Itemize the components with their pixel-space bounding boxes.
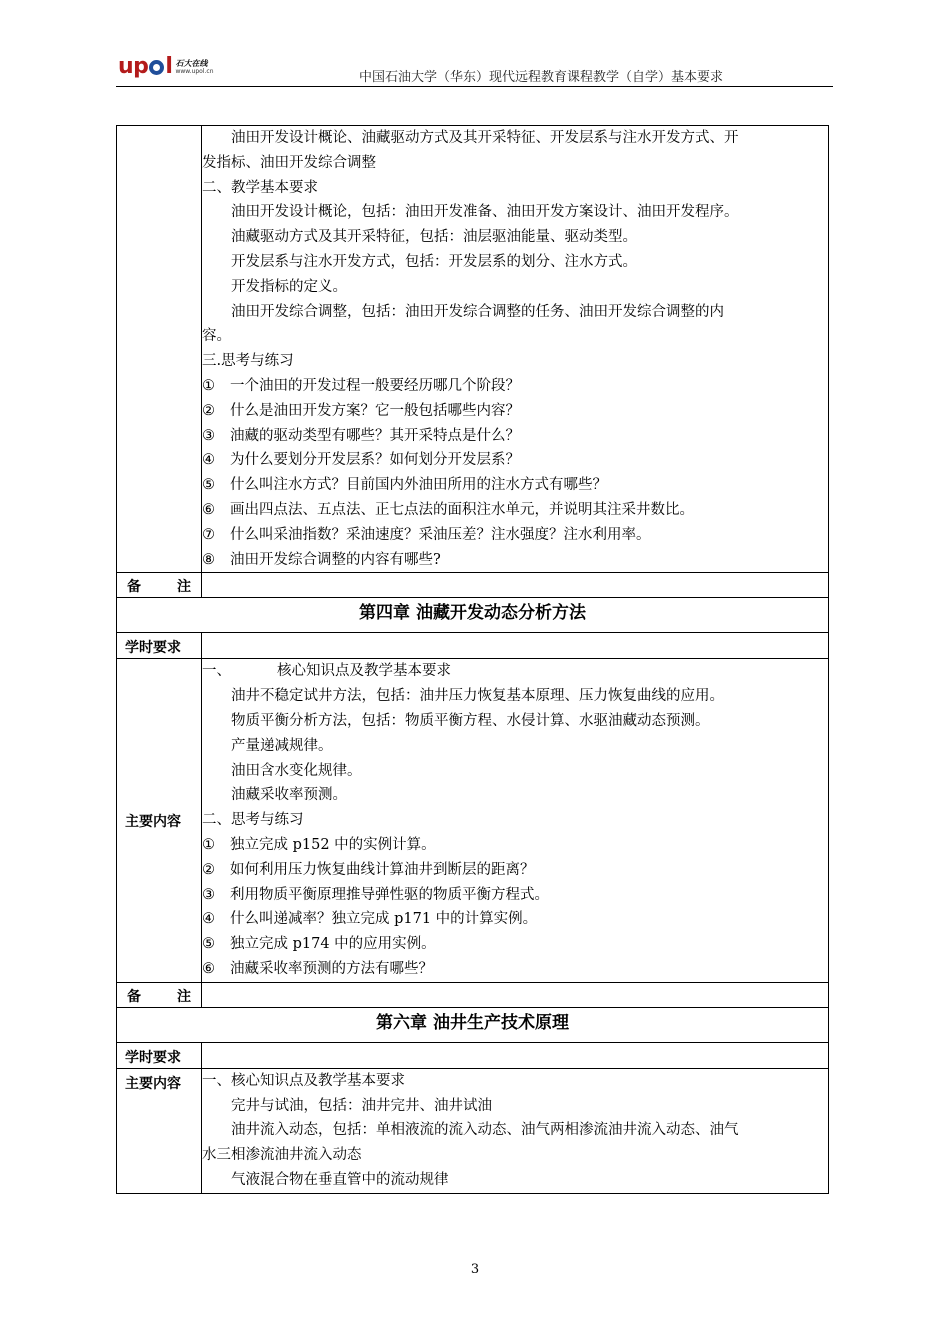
question-item xyxy=(202,548,828,573)
remarks-char-2: 注 xyxy=(177,579,191,596)
question-item xyxy=(202,833,828,858)
question-number: ⑤ xyxy=(202,936,215,953)
list-item: 油田含水变化规律。 xyxy=(231,762,362,779)
content-label: 主要内容 xyxy=(117,659,202,982)
question-item xyxy=(202,932,828,957)
question-number: ⑥ xyxy=(202,501,215,518)
question-text: 一个油田的开发过程一般要经历哪几个阶段？ xyxy=(230,377,520,394)
hours-cell xyxy=(202,1042,829,1068)
question-number: ① xyxy=(202,836,215,853)
table-row-hours xyxy=(117,1042,829,1068)
page-header xyxy=(116,52,833,87)
question-item xyxy=(202,907,828,932)
question-number: ⑧ xyxy=(202,551,215,568)
list-item: 开发指标的定义。 xyxy=(231,278,347,295)
question-text: 什么叫注水方式？目前国内外油田所用的注水方式有哪些？ xyxy=(230,477,607,494)
table-row-chapter6-title xyxy=(117,1007,829,1042)
remarks-cell xyxy=(202,982,829,1007)
question-text: 什么叫递减率？独立完成 p171 中的计算实例。 xyxy=(230,911,538,928)
list-item: 油藏采收率预测。 xyxy=(231,787,347,804)
logo-globe-icon xyxy=(149,60,164,75)
logo-wordmark: up l xyxy=(118,54,173,79)
chapter4-content xyxy=(202,659,829,982)
remarks-char-2: 注 xyxy=(177,988,191,1005)
question-item xyxy=(202,374,828,399)
chapter6-content xyxy=(202,1068,829,1193)
question-number: ② xyxy=(202,402,215,419)
remarks-label xyxy=(117,982,202,1007)
question-text: 油藏的驱动类型有哪些？其开采特点是什么？ xyxy=(230,427,520,444)
question-text: 什么是油田开发方案？它一般包括哪些内容？ xyxy=(230,402,520,419)
content-label: 主要内容 xyxy=(117,1068,202,1193)
table-row-prev-content xyxy=(117,126,829,573)
table-row-hours xyxy=(117,633,829,659)
list-item: 水三相渗流油井流入动态 xyxy=(202,1147,362,1164)
question-item xyxy=(202,473,828,498)
remarks-char-1: 备 xyxy=(127,579,141,596)
list-item: 油田开发设计概论，包括：油田开发准备、油田开发方案设计、油田开发程序。 xyxy=(231,204,739,221)
question-item xyxy=(202,957,828,982)
upol-logo xyxy=(118,56,214,78)
hours-cell xyxy=(202,633,829,659)
question-text: 为什么要划分开发层系？如何划分开发层系？ xyxy=(230,452,520,469)
question-number: ② xyxy=(202,861,215,878)
table-row-remarks xyxy=(117,982,829,1007)
remarks-label xyxy=(117,573,202,598)
question-text: 油田开发综合调整的内容有哪些? xyxy=(230,551,441,568)
question-number: ⑦ xyxy=(202,526,215,543)
question-number: ⑤ xyxy=(202,477,215,494)
section-heading: 二、思考与练习 xyxy=(202,812,304,829)
question-number: ④ xyxy=(202,452,215,469)
question-text: 独立完成 p174 中的应用实例。 xyxy=(230,936,436,953)
list-item: 物质平衡分析方法，包括：物质平衡方程、水侵计算、水驱油藏动态预测。 xyxy=(231,712,710,729)
prev-chapter-content xyxy=(202,126,829,573)
question-text: 油藏采收率预测的方法有哪些？ xyxy=(230,960,433,977)
question-text: 什么叫采油指数？采油速度？采油压差？注水强度？注水利用率。 xyxy=(230,526,651,543)
table-row-remarks xyxy=(117,573,829,598)
table-row-chapter6-content xyxy=(117,1068,829,1193)
list-item: 开发层系与注水开发方式，包括：开发层系的划分、注水方式。 xyxy=(231,253,637,270)
list-item: 完井与试油，包括：油井完井、油井试油 xyxy=(231,1097,492,1114)
page-number: 3 xyxy=(470,1262,480,1277)
remarks-cell xyxy=(202,573,829,598)
logo-url: www.upol.cn xyxy=(175,68,214,75)
question-text: 画出四点法、五点法、正七点法的面积注水单元，并说明其注采井数比。 xyxy=(230,501,694,518)
section-heading: 一、 核心知识点及教学基本要求 xyxy=(202,663,451,680)
question-item xyxy=(202,399,828,424)
question-text: 利用物质平衡原理推导弹性驱的物质平衡方程式。 xyxy=(230,886,549,903)
hours-label: 学时要求 xyxy=(117,1042,202,1068)
question-item xyxy=(202,498,828,523)
text-line: 发指标、油田开发综合调整 xyxy=(202,154,376,171)
hours-label: 学时要求 xyxy=(117,633,202,659)
question-text: 如何利用压力恢复曲线计算油井到断层的距离？ xyxy=(230,861,535,878)
table-row-chapter4-content xyxy=(117,659,829,982)
list-item: 油井不稳定试井方法，包括：油井压力恢复基本原理、压力恢复曲线的应用。 xyxy=(231,688,724,705)
row-label-empty xyxy=(117,126,202,573)
list-item: 油田开发综合调整，包括：油田开发综合调整的任务、油田开发综合调整的内 xyxy=(231,303,724,320)
table-row-chapter4-title xyxy=(117,598,829,633)
section-heading: 二、教学基本要求 xyxy=(202,179,318,196)
question-number: ④ xyxy=(202,911,215,928)
question-item xyxy=(202,424,828,449)
question-item xyxy=(202,448,828,473)
syllabus-table xyxy=(116,125,829,1194)
question-number: ① xyxy=(202,377,215,394)
question-item xyxy=(202,883,828,908)
question-number: ③ xyxy=(202,886,215,903)
section-heading: 一、核心知识点及教学基本要求 xyxy=(202,1072,405,1089)
list-item: 容。 xyxy=(202,328,231,345)
list-item: 油井流入动态，包括：单相液流的流入动态、油气两相渗流油井流入动态、油气 xyxy=(231,1122,739,1139)
chapter-title: 第六章 油井生产技术原理 xyxy=(117,1007,829,1042)
section-heading: 三.思考与练习 xyxy=(202,353,294,370)
question-text: 独立完成 p152 中的实例计算。 xyxy=(230,836,436,853)
header-title: 中国石油大学（华东）现代远程教育课程教学（自学）基本要求 xyxy=(358,70,723,85)
question-number: ③ xyxy=(202,427,215,444)
remarks-char-1: 备 xyxy=(127,988,141,1005)
chapter-title: 第四章 油藏开发动态分析方法 xyxy=(117,598,829,633)
list-item: 产量递减规律。 xyxy=(231,737,333,754)
question-number: ⑥ xyxy=(202,960,215,977)
list-item: 油藏驱动方式及其开采特征，包括：油层驱油能量、驱动类型。 xyxy=(231,229,637,246)
question-item xyxy=(202,858,828,883)
list-item: 气液混合物在垂直管中的流动规律 xyxy=(231,1171,449,1188)
logo-chinese-name: 石大在线 xyxy=(175,58,208,68)
text-line: 油田开发设计概论、油藏驱动方式及其开采特征、开发层系与注水开发方式、开 xyxy=(231,130,739,146)
question-item xyxy=(202,523,828,548)
